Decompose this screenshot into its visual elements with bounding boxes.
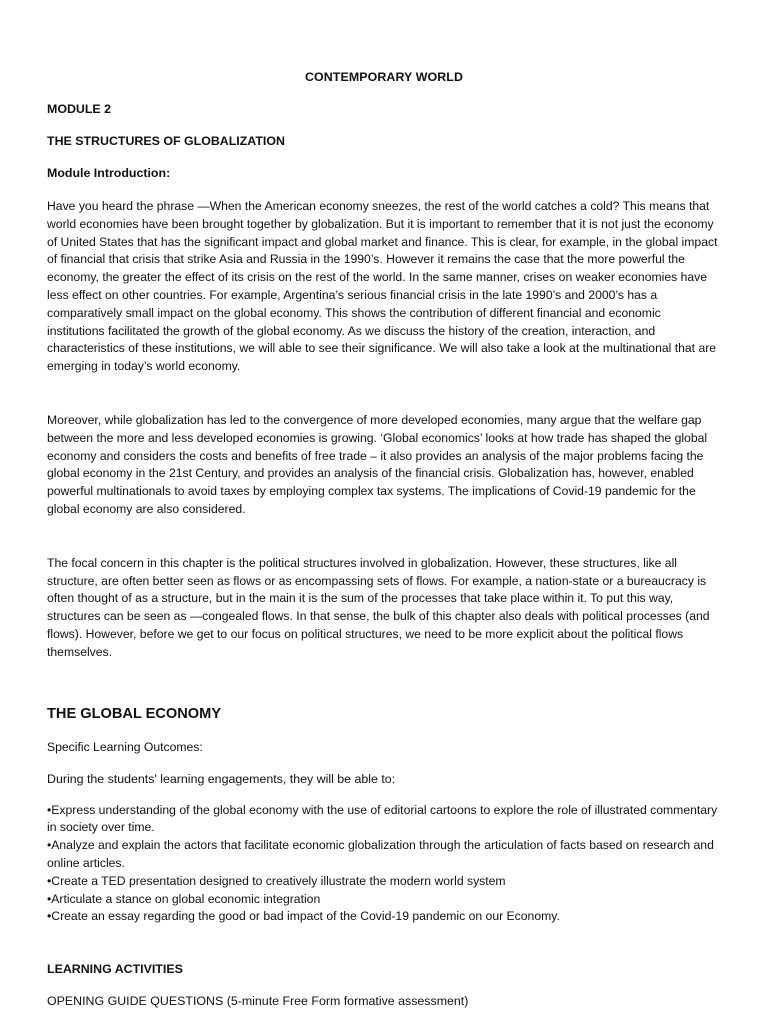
- list-item: •Express understanding of the global economy with the use of editorial cartoons to explore the role of illustrated commentary in society over time.: [47, 802, 718, 835]
- module-number: MODULE 2: [47, 102, 112, 116]
- paragraph-spacer: [47, 376, 721, 412]
- intro-paragraph-3: The focal concern in this chapter is the political structures involved in globalization. However, these structures, like all structure, are often better seen as flows or as encompassing sets of flows. For example, a nation-state or a bureaucracy is often thought of as a structure, but in the main it is the sum of the processes that take place within it. To put this way, structures can be seen as —congealed flows. In that sense, the bulk of this chapter also deals with political processes (and flows). However, before we get to our focus on political structures, we need to be more explicit about the political flows themselves.: [47, 555, 710, 659]
- during-engagements-label: During the students' learning engagements, they will be able to:: [47, 771, 396, 786]
- paragraph-spacer: [47, 519, 721, 555]
- document-page: [47, 70, 721, 1008]
- intro-paragraph-1: Have you heard the phrase —When the American economy sneezes, the rest of the world catches a cold? This means that world economies have been brought together by globalization. But it is important to remember that it is not just the economy of United States that has the significant impact and global market and finance. This is clear, for example, in the global impact of financial that crisis that strike Asia and Russia in the 1990’s. However it remains the case that the more powerful the economy, the greater the effect of its crisis on the rest of the world. In the same manner, crises on weaker economies have less effect on other countries. For example, Argentina’s serious financial crisis in the late 1990’s and 2000’s has a comparatively small impact on the global economy. This shows the contribution of different financial and economic institutions facilitated the growth of the global economy. As we discuss the history of the creation, interaction, and characteristics of these institutions, we will able to see their significance. We will also take a look at the multinational that are emerging in today’s world economy.: [47, 199, 718, 374]
- list-item: •Articulate a stance on global economic integration: [47, 891, 321, 906]
- module-introduction-label: Module Introduction:: [47, 166, 171, 180]
- learning-outcomes-list: [47, 802, 721, 927]
- learning-outcomes-label: Specific Learning Outcomes:: [47, 739, 203, 754]
- module-title: THE STRUCTURES OF GLOBALIZATION: [47, 134, 285, 148]
- list-item: •Analyze and explain the actors that facilitate economic globalization through the articulation of facts based on research and online articles.: [47, 838, 714, 870]
- list-item: •Create an essay regarding the good or bad impact of the Covid-19 pandemic on our Economy.: [47, 909, 560, 924]
- section-heading: THE GLOBAL ECONOMY: [47, 705, 222, 722]
- list-item: •Create a TED presentation designed to creatively illustrate the modern world system: [47, 873, 506, 888]
- opening-guide-questions: OPENING GUIDE QUESTIONS (5-minute Free Form formative assessment): [47, 994, 469, 1009]
- intro-paragraph-2: Moreover, while globalization has led to the convergence of more developed economies, many argue that the welfare gap between the more and less developed economies is growing. ‘Global economics’ looks at how trade has shaped the global economy and considers the costs and benefits of free trade – it also provides an analysis of the major problems facing the global economy in the 21st Century, and provides an analysis of the financial crisis. Globalization has, however, enabled powerful multinationals to avoid taxes by employing complex tax systems. The implications of Covid-19 pandemic for the global economy are also considered.: [47, 412, 708, 516]
- learning-activities-heading: LEARNING ACTIVITIES: [47, 962, 183, 977]
- document-title: CONTEMPORARY WORLD: [304, 70, 464, 84]
